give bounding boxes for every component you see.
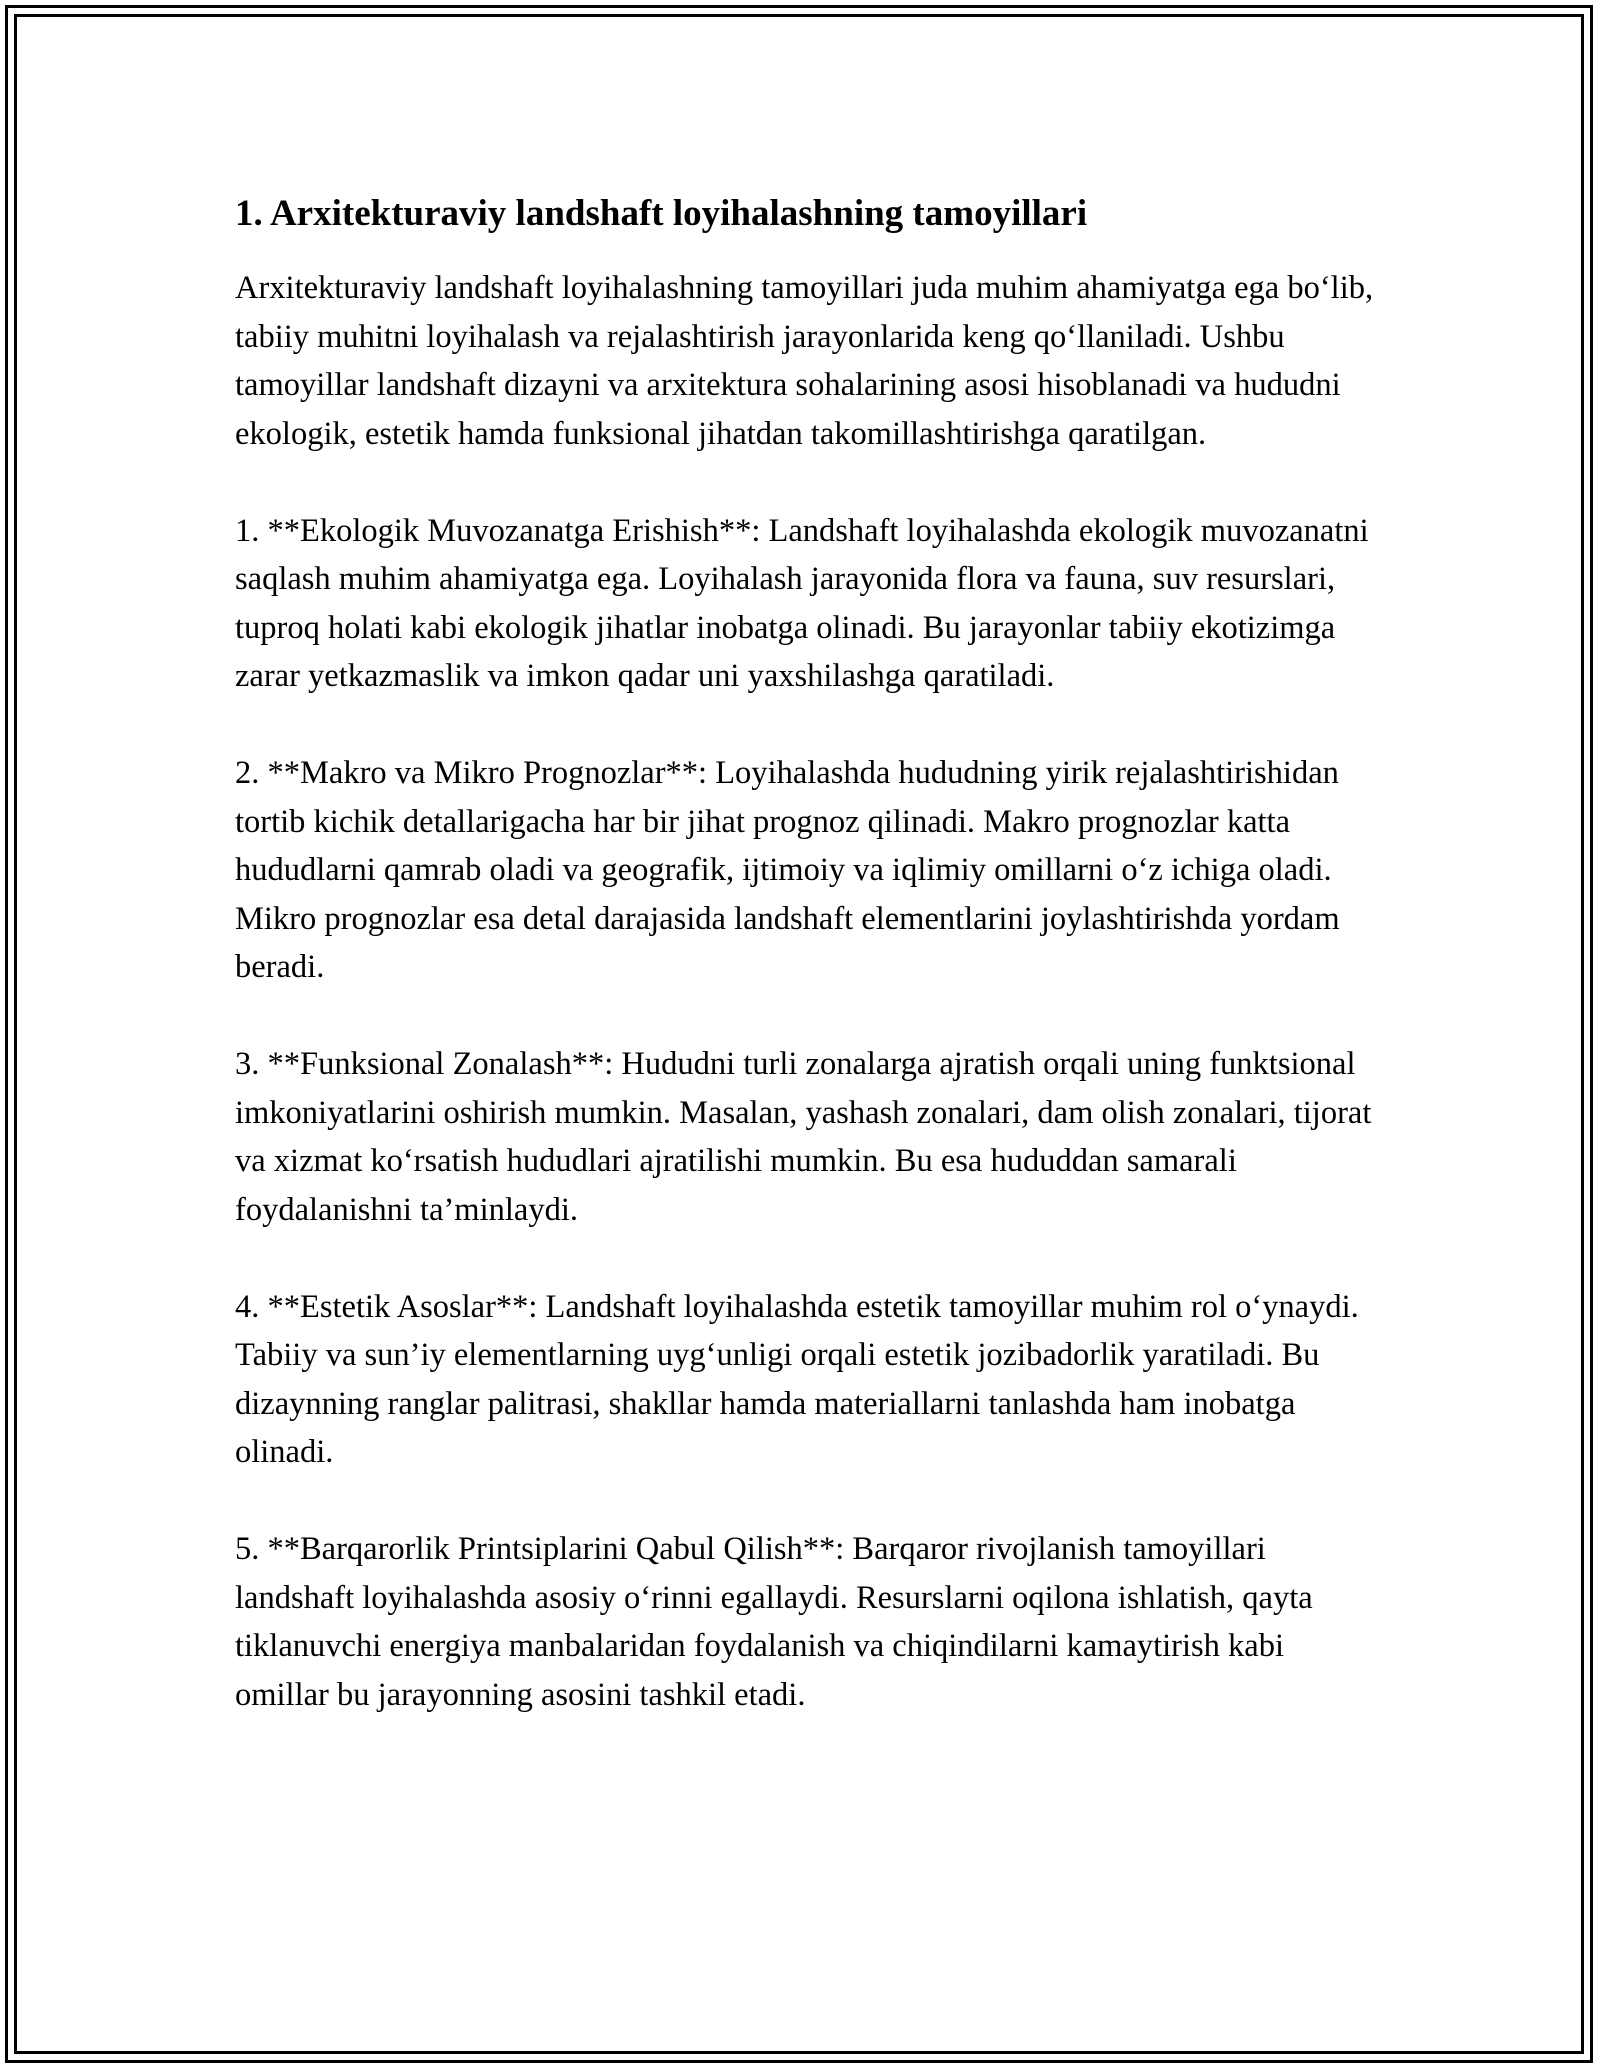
- document-body: [235, 188, 1375, 1768]
- principle-aesthetic-foundations: 4. **Estetik Asoslar**: Landshaft loyihalashda estetik tamoyillar muhim rol o‘ynaydi. Tabiiy va sun’iy elementlarning uyg‘unligi orqali estetik jozibadorlik yaratiladi. Bu dizaynning ranglar palitrasi, shakllar hamda materiallarni tanlashda ham inobatga olinadi.: [235, 1288, 1359, 1470]
- section-heading: 1. Arxitekturaviy landshaft loyihalashning tamoyillari: [235, 193, 1088, 234]
- principle-sustainability: 5. **Barqarorlik Printsiplarini Qabul Qilish**: Barqaror rivojlanish tamoyillari landshaft loyihalashda asosiy o‘rinni egallaydi. Resurslarni oqilona ishlatish, qayta tiklanuvchi energiya manbalaridan foydalanish va chiqindilarni kamaytirish kabi omillar bu jarayonning asosini tashkil etadi.: [235, 1531, 1313, 1713]
- intro-paragraph: Arxitekturaviy landshaft loyihalashning tamoyillari juda muhim ahamiyatga ega bo‘lib, tabiiy muhitni loyihalash va rejalashtirish jarayonlarida keng qo‘llaniladi. Ushbu tamoyillar landshaft dizayni va arxitektura sohalarining asosi hisoblanadi va hududni ekologik, estetik hamda funksional jihatdan takomillashtirishga qaratilgan.: [235, 270, 1374, 452]
- principle-functional-zoning: 3. **Funksional Zonalash**: Hududni turli zonalarga ajratish orqali uning funktsional imkoniyatlarini oshirish mumkin. Masalan, yashash zonalari, dam olish zonalari, tijorat va xizmat ko‘rsatish hududlari ajratilishi mumkin. Bu esa hududdan samarali foydalanishni ta’minlaydi.: [235, 1046, 1372, 1228]
- principle-ecological-balance: 1. **Ekologik Muvozanatga Erishish**: Landshaft loyihalashda ekologik muvozanatni saqlash muhim ahamiyatga ega. Loyihalash jarayonida flora va fauna, suv resurslari, tuproq holati kabi ekologik jihatlar inobatga olinadi. Bu jarayonlar tabiiy ekotizimga zarar yetkazmaslik va imkon qadar uni yaxshilashga qaratiladi.: [235, 512, 1369, 694]
- principle-macro-micro-forecasts: 2. **Makro va Mikro Prognozlar**: Loyihalashda hududning yirik rejalashtirishidan tortib kichik detallarigacha har bir jihat prognoz qilinadi. Makro prognozlar katta hududlarni qamrab oladi va geografik, ijtimoiy va iqlimiy omillarni o‘z ichiga oladi. Mikro prognozlar esa detal darajasida landshaft elementlarini joylashtirishda yordam beradi.: [235, 755, 1340, 985]
